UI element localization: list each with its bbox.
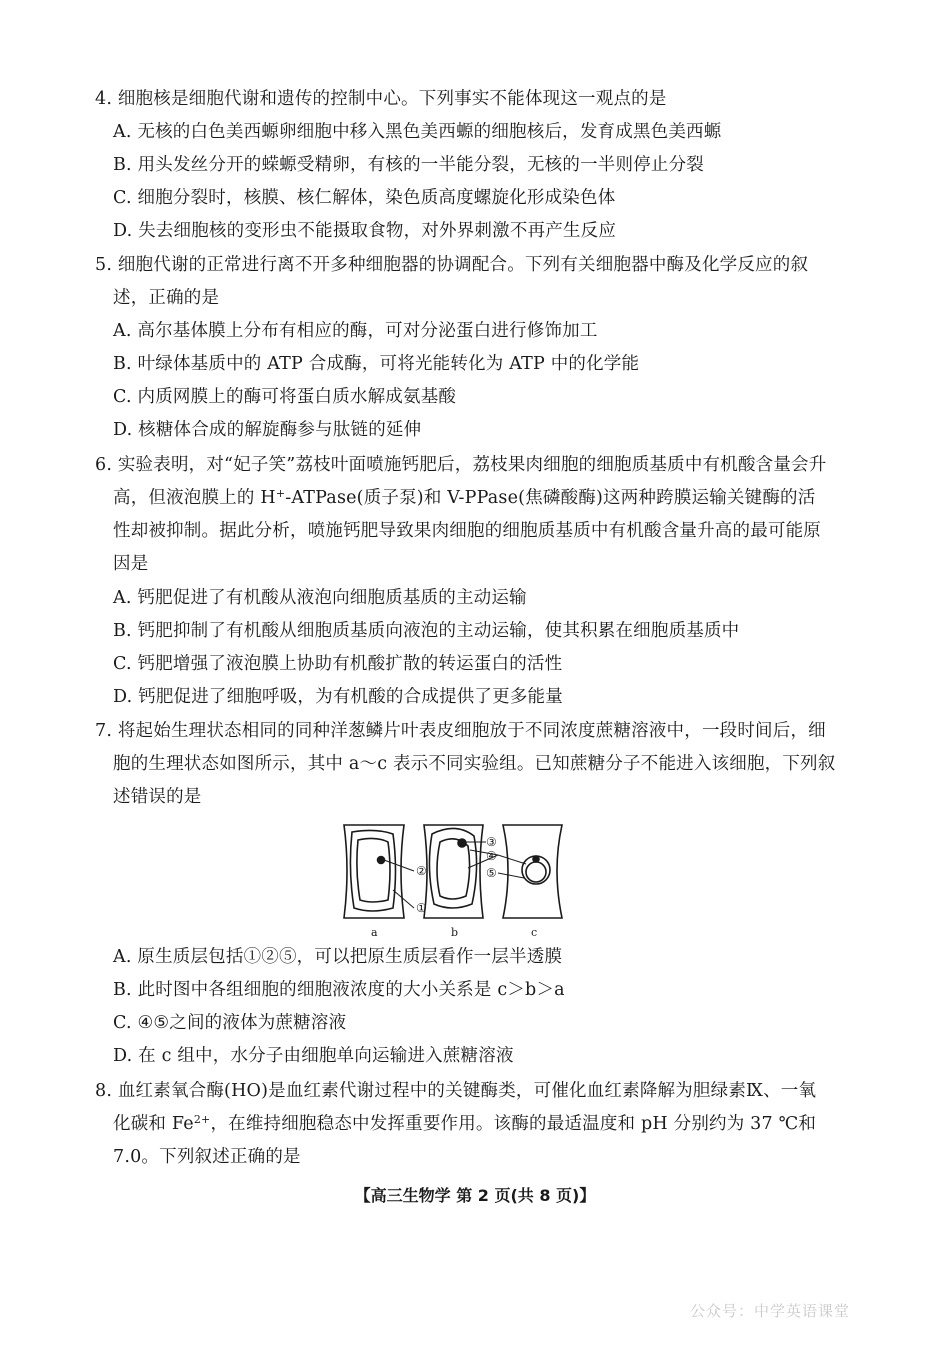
label-4: ④ — [486, 849, 497, 863]
q6-option-c: C. 钙肥增强了液泡膜上协助有机酸扩散的转运蛋白的活性 — [113, 654, 563, 674]
q5-option-a: A. 高尔基体膜上分布有相应的酶，可对分泌蛋白进行修饰加工 — [113, 321, 598, 341]
nucleus-b — [458, 839, 466, 847]
nucleus-c — [533, 856, 539, 862]
label-3: ③ — [486, 835, 497, 849]
watermark: 公众号：中学英语课堂 — [690, 1302, 851, 1320]
q6-stem-line4: 因是 — [113, 554, 149, 574]
q4-option-b: B. 用头发丝分开的蝾螈受精卵，有核的一半能分裂，无核的一半则停止分裂 — [113, 155, 704, 175]
q7-stem-line2: 胞的生理状态如图所示，其中 a～c 表示不同实验组。已知蔗糖分子不能进入该细胞，下列叙 — [113, 754, 836, 774]
q8-stem-line2: 化碳和 $Fe^{2+}$，在维持细胞稳态中发挥重要作用。该酶的最适温度和 pH 分别约为 37 ℃和 — [113, 1113, 817, 1134]
q6-stem-line1: 6. 实验表明，对“妃子笑”荔枝叶面喷施钙肥后，荔枝果肉细胞的细胞质基质中有机酸含量会升 — [95, 455, 827, 475]
label-5: ⑤ — [486, 866, 497, 880]
cell-a — [344, 825, 404, 918]
q4-option-c: C. 细胞分裂时，核膜、核仁解体，染色质高度螺旋化形成染色体 — [113, 188, 616, 208]
q8-stem-line3: 7.0。下列叙述正确的是 — [113, 1147, 301, 1167]
q5-stem-line2: 述，正确的是 — [113, 288, 220, 308]
cell-b — [424, 825, 483, 918]
cell-c — [503, 825, 562, 918]
q7-option-a: A. 原生质层包括①②⑤，可以把原生质层看作一层半透膜 — [113, 947, 563, 967]
page-footer: 【高三生物学 第 2 页(共 8 页)】 — [354, 1186, 596, 1205]
q5-option-b: B. 叶绿体基质中的 ATP 合成酶，可将光能转化为 ATP 中的化学能 — [113, 354, 640, 374]
q7-option-d: D. 在 c 组中，水分子由细胞单向运输进入蔗糖溶液 — [113, 1046, 514, 1066]
group-b-label: b — [451, 926, 459, 939]
q6-option-a: A. 钙肥促进了有机酸从液泡向细胞质基质的主动运输 — [113, 588, 527, 608]
nucleus-a — [378, 857, 385, 864]
q4-option-d: D. 失去细胞核的变形虫不能摄取食物，对外界刺激不再产生反应 — [113, 221, 617, 241]
q7-option-c: C. ④⑤之间的液体为蔗糖溶液 — [113, 1013, 347, 1033]
q5-stem-line1: 5. 细胞代谢的正常进行离不开多种细胞器的协调配合。下列有关细胞器中酶及化学反应的叙 — [95, 255, 809, 275]
q7-stem-line1: 7. 将起始生理状态相同的同种洋葱鳞片叶表皮细胞放于不同浓度蔗糖溶液中，一段时间后，细 — [95, 721, 826, 741]
q6-option-b: B. 钙肥抑制了有机酸从细胞质基质向液泡的主动运输，使其积累在细胞质基质中 — [113, 621, 740, 641]
q6-stem-line3: 性却被抑制。据此分析，喷施钙肥导致果肉细胞的细胞质基质中有机酸含量升高的最可能原 — [113, 521, 821, 541]
q5-option-c: C. 内质网膜上的酶可将蛋白质水解成氨基酸 — [113, 387, 457, 407]
cell-diagram — [338, 820, 568, 940]
q5-option-d: D. 核糖体合成的解旋酶参与肽链的延伸 — [113, 420, 422, 440]
q6-option-d: D. 钙肥促进了细胞呼吸，为有机酸的合成提供了更多能量 — [113, 687, 563, 707]
label-1: ① — [416, 901, 427, 915]
q8-stem-line1: 8. 血红素氧合酶(HO)是血红素代谢过程中的关键酶类，可催化血红素降解为胆绿素Ⅸ、一氧 — [95, 1081, 817, 1101]
q7-option-b: B. 此时图中各组细胞的细胞液浓度的大小关系是 c＞b＞a — [113, 980, 565, 1000]
q7-stem-line3: 述错误的是 — [113, 787, 202, 807]
q6-stem-line2: 高，但液泡膜上的 H+-ATPase(质子泵)和 V-PPase(焦磷酸酶)这两种跨膜运输关键酶的活 — [113, 487, 816, 508]
q4-stem: 4. 细胞核是细胞代谢和遗传的控制中心。下列事实不能体现这一观点的是 — [95, 89, 667, 109]
label-2: ② — [416, 864, 427, 878]
group-a-label: a — [371, 926, 378, 939]
q4-option-a: A. 无核的白色美西螈卵细胞中移入黑色美西螈的细胞核后，发育成黑色美西螈 — [113, 122, 722, 142]
group-c-label: c — [531, 926, 538, 939]
